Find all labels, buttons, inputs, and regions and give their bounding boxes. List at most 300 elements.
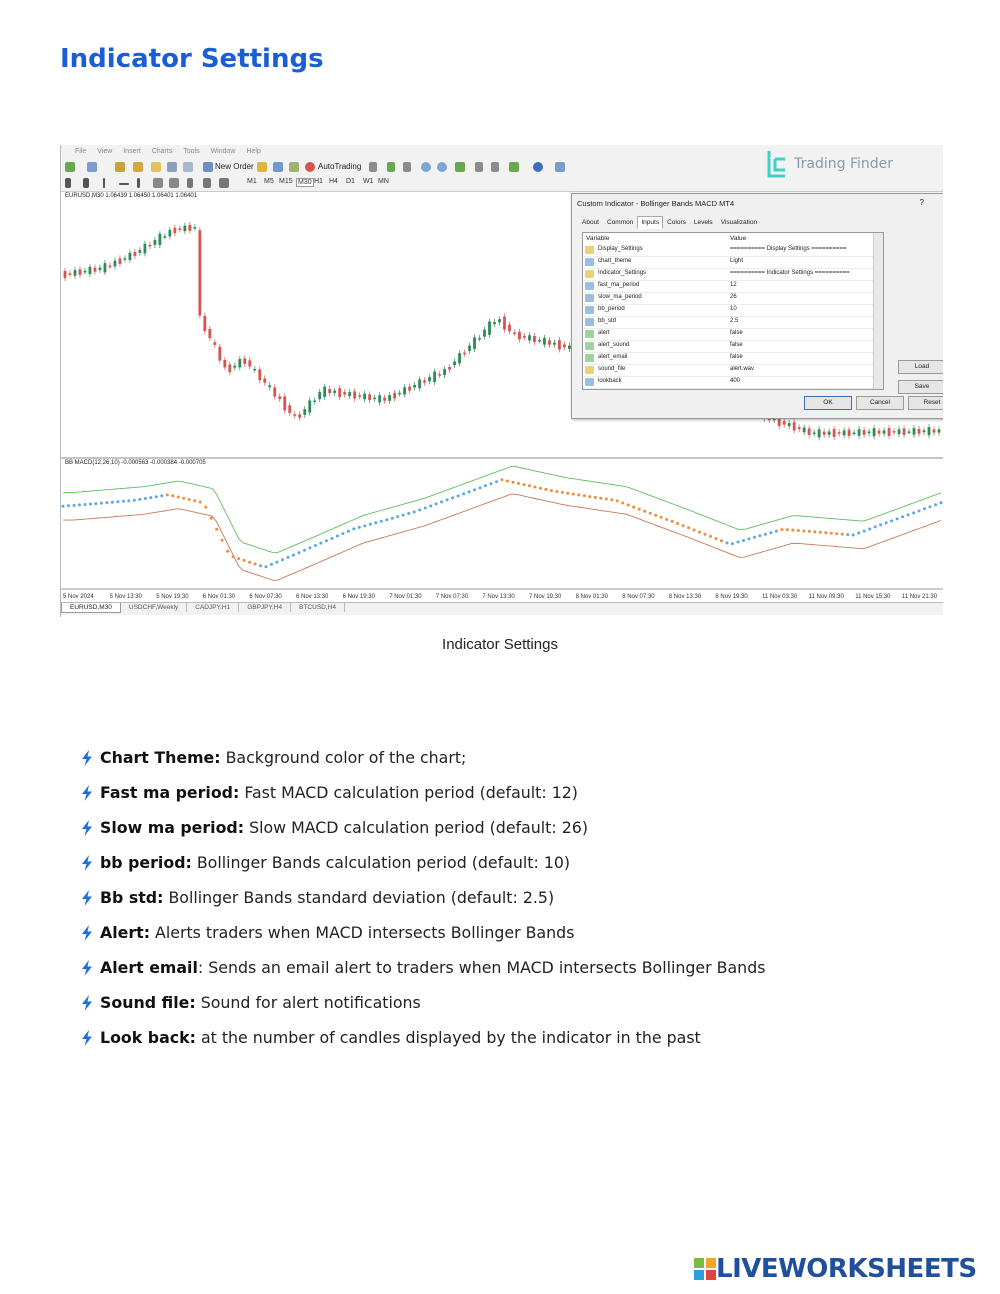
tile-windows-icon[interactable] (455, 162, 465, 172)
macd-dot (687, 526, 690, 529)
candle-body (893, 431, 896, 433)
candle-body (144, 244, 147, 254)
macd-dot (572, 493, 575, 496)
vps-icon[interactable] (289, 162, 299, 172)
candle-body (94, 268, 97, 272)
candle-body (134, 252, 137, 256)
candle-body (273, 387, 276, 396)
macd-dot (512, 481, 515, 484)
candle-body (193, 227, 196, 229)
help-button[interactable]: ? (919, 198, 924, 207)
candle-body (868, 431, 871, 433)
profiles-icon[interactable] (87, 162, 97, 172)
liveworksheets-logo (694, 1254, 977, 1284)
candle-body (813, 433, 816, 435)
input-value[interactable]: false (730, 330, 743, 336)
fibonacci-icon[interactable] (169, 178, 179, 188)
macd-dot (654, 514, 657, 517)
input-value[interactable]: 10 (730, 306, 737, 312)
macd-dot (863, 530, 866, 533)
input-variable-name: alert_sound (598, 342, 630, 348)
timeframe-h4[interactable]: H4 (329, 178, 338, 185)
candle-body (443, 369, 446, 375)
macd-dot (226, 550, 229, 553)
input-type-icon (585, 318, 594, 326)
macd-dot (907, 513, 910, 516)
input-value[interactable]: false (730, 354, 743, 360)
macd-dot (940, 501, 943, 504)
macd-dot (276, 561, 279, 564)
menu-item-charts[interactable]: Charts (151, 148, 173, 155)
macd-dot (627, 504, 630, 507)
setting-description: Bollinger Bands calculation period (default: 10) (191, 853, 571, 872)
macd-dot (199, 501, 202, 504)
macd-dot (731, 542, 734, 545)
zoom-in-icon[interactable] (421, 162, 431, 172)
timeframe-m1[interactable]: M1 (247, 178, 257, 185)
time-label: 11 Nov 03:30 (762, 594, 798, 600)
macd-dot (517, 482, 520, 485)
macd-dot (462, 492, 465, 495)
lightning-bolt-icon (80, 1030, 94, 1046)
chart-tab-eurusd[interactable]: EURUSD,M30 (61, 603, 121, 613)
candle-body (238, 359, 241, 367)
timeframe-m15[interactable]: M15 (279, 178, 293, 185)
candle-body (418, 379, 421, 388)
new-order-button[interactable]: New Order (215, 162, 254, 171)
chart-shift-icon[interactable] (475, 162, 483, 172)
tab-common[interactable]: Common (607, 219, 634, 226)
inputs-scrollbar[interactable] (873, 233, 883, 389)
input-type-icon (585, 282, 594, 290)
setting-term: Bb std: (100, 888, 164, 907)
macd-dot (577, 493, 580, 496)
candle-body (438, 374, 441, 376)
input-value[interactable]: 2.5 (730, 318, 739, 324)
candle-body (453, 361, 456, 365)
macd-dot (292, 554, 295, 557)
save-button[interactable]: Save (898, 380, 943, 394)
macd-dot (704, 533, 707, 536)
tab-levels[interactable]: Levels (693, 219, 713, 226)
macd-dot (709, 535, 712, 538)
macd-dot (747, 537, 750, 540)
candle-body (408, 387, 411, 391)
macd-dot (248, 561, 251, 564)
market-watch-icon[interactable] (115, 162, 125, 172)
candle-body (413, 385, 416, 387)
macd-dot (649, 512, 652, 515)
macd-dot (204, 506, 207, 509)
zoom-out-icon[interactable] (437, 162, 447, 172)
time-label: 7 Nov 19:30 (529, 594, 562, 600)
tab-about[interactable]: About (582, 219, 599, 226)
bar-chart-icon[interactable] (369, 162, 377, 172)
macd-dot (62, 505, 65, 508)
candle-body (318, 392, 321, 399)
input-type-icon (585, 342, 594, 350)
macd-dot (160, 494, 163, 497)
macd-dot (188, 498, 191, 501)
candle-body (203, 316, 206, 331)
candle-body (198, 230, 201, 315)
horizontal-line-icon[interactable] (119, 183, 129, 185)
macd-dot (111, 501, 114, 504)
setting-description: Fast MACD calculation period (default: 12) (239, 783, 578, 802)
candle-body (788, 423, 791, 426)
candle-body (119, 258, 122, 263)
macd-dot (720, 539, 723, 542)
input-value[interactable]: Light (730, 258, 744, 264)
candle-body (488, 321, 491, 334)
candle-body (173, 228, 176, 234)
macd-dot (737, 541, 740, 544)
macd-dot (885, 521, 888, 524)
macd-dot (665, 518, 668, 521)
tab-inputs[interactable]: Inputs (637, 216, 663, 229)
candle-body (343, 392, 346, 394)
macd-dot (330, 537, 333, 540)
macd-dot (138, 498, 141, 501)
input-type-icon (585, 366, 594, 374)
candle-body (328, 389, 331, 393)
trading-finder-logo (766, 149, 788, 179)
candle-body (268, 385, 271, 387)
reset-button[interactable]: Reset (908, 396, 943, 410)
macd-dot (533, 486, 536, 489)
candle-body (808, 428, 811, 435)
macd-dot (544, 488, 547, 491)
macd-dot (621, 502, 624, 505)
candle-body (89, 267, 92, 274)
macd-dot (171, 494, 174, 497)
setting-term: Slow ma period: (100, 818, 245, 837)
macd-dot (643, 510, 646, 513)
candle-body (218, 347, 221, 361)
input-value[interactable]: false (730, 342, 743, 348)
candle-body (258, 369, 261, 380)
candle-body (513, 333, 516, 335)
macd-dot (369, 523, 372, 526)
col-variable: Variable (586, 235, 610, 242)
candle-body (548, 340, 551, 344)
navigator-icon[interactable] (133, 162, 143, 172)
candle-body (908, 431, 911, 433)
input-variable-name: Indicator_Settings (598, 270, 647, 276)
candle-body (873, 428, 876, 436)
input-variable-name: lookback (598, 378, 622, 384)
candle-body (348, 392, 351, 396)
candle-body (428, 377, 431, 381)
time-label: 5 Nov 19:30 (156, 594, 189, 600)
setting-term: Alert: (100, 923, 151, 942)
input-variable-name: sound_file (598, 366, 626, 372)
timeframe-m5[interactable]: M5 (264, 178, 274, 185)
macd-dot (632, 506, 635, 509)
input-value[interactable]: 400 (730, 378, 741, 384)
candlestick-icon[interactable] (387, 162, 395, 172)
macd-dot (506, 480, 509, 483)
macd-dot (374, 521, 377, 524)
input-value[interactable]: ========== Indicator Settings ========== (730, 270, 850, 276)
setting-description: Background color of the chart; (220, 748, 467, 767)
macd-dot (314, 544, 317, 547)
metaeditor-icon[interactable] (257, 162, 267, 172)
macd-dot (391, 517, 394, 520)
macd-dot (479, 486, 482, 489)
macd-dot (243, 559, 246, 562)
macd-dot (116, 500, 119, 503)
macd-dot (934, 503, 937, 506)
macd-dot (308, 546, 311, 549)
candle-body (288, 405, 291, 413)
chart-tab-cadjpy[interactable]: CADJPY,H1 (187, 603, 239, 612)
macd-dot (841, 533, 844, 536)
menu-item-tools[interactable]: Tools (183, 148, 200, 155)
lightning-bolt-icon (80, 925, 94, 941)
input-value[interactable]: 12 (730, 282, 737, 288)
timeframe-w1[interactable]: W1 (363, 178, 374, 185)
time-label: 6 Nov 13:30 (296, 594, 329, 600)
setting-term: Chart Theme: (100, 748, 221, 767)
trendline-icon[interactable] (137, 178, 140, 188)
dialog-tabs (578, 216, 761, 229)
macd-dot (555, 490, 558, 493)
candle-body (358, 395, 361, 397)
input-type-icon (585, 246, 594, 254)
signals-icon[interactable] (273, 162, 283, 172)
candle-body (563, 344, 566, 347)
input-row[interactable] (583, 376, 873, 389)
macd-dot (402, 514, 405, 517)
candle-body (888, 428, 891, 436)
tab-visualization[interactable]: Visualization (720, 219, 758, 226)
candle-body (458, 353, 461, 363)
vertical-line-icon[interactable] (103, 178, 105, 188)
macd-dot (435, 502, 438, 505)
time-label: 7 Nov 13:30 (482, 594, 515, 600)
macd-dot (676, 522, 679, 525)
macd-dot (221, 539, 224, 542)
candle-body (163, 236, 166, 238)
macd-dot (819, 531, 822, 534)
time-axis-labels (63, 594, 938, 600)
candle-body (523, 336, 526, 338)
menu-item-view[interactable]: View (97, 148, 113, 155)
macd-dot (78, 503, 81, 506)
macd-dot (133, 499, 136, 502)
input-type-icon (585, 330, 594, 338)
macd-dot (638, 508, 641, 511)
macd-dot (868, 528, 871, 531)
macd-dot (396, 515, 399, 518)
candle-body (543, 338, 546, 345)
macd-dot (451, 496, 454, 499)
lightning-bolt-icon (80, 820, 94, 836)
candle-body (433, 372, 436, 382)
candle-body (99, 268, 102, 270)
macd-dot (610, 498, 613, 501)
input-variable-name: slow_ma_period (598, 294, 642, 300)
macd-dot (457, 494, 460, 497)
macd-dot (775, 530, 778, 533)
input-value[interactable]: alert.wav (730, 366, 755, 372)
candle-body (114, 261, 117, 267)
candle-body (293, 414, 296, 416)
macd-dot (105, 501, 108, 504)
candle-body (848, 430, 851, 436)
candle-body (843, 430, 846, 435)
time-label: 6 Nov 01:30 (202, 594, 236, 600)
macd-lines (62, 467, 943, 581)
macd-dot (424, 507, 427, 510)
chart-tab-gbpjpy[interactable]: GBPJPY,H4 (239, 603, 291, 612)
macd-dot (599, 497, 602, 500)
macd-dot (693, 529, 696, 532)
lightning-bolt-icon (80, 960, 94, 976)
macd-dot (594, 496, 597, 499)
time-label: 8 Nov 07:30 (622, 594, 655, 600)
candle-body (833, 429, 836, 437)
timeframe-m30[interactable]: M30 (298, 179, 312, 186)
macd-dot (385, 518, 388, 521)
timeframe-mn[interactable]: MN (378, 178, 389, 185)
chart-tab-btcusd[interactable]: BTCUSD,H4 (291, 603, 345, 612)
macd-dot (495, 480, 498, 483)
macd-dot (813, 530, 816, 533)
candle-body (538, 340, 541, 342)
macd-dot (539, 487, 542, 490)
text-icon[interactable] (187, 178, 193, 188)
candle-body (923, 430, 926, 432)
macd-dot (254, 563, 257, 566)
indicators-icon[interactable] (509, 162, 519, 172)
lightning-bolt-icon (80, 750, 94, 766)
macd-dot (182, 497, 185, 500)
macd-dot (879, 523, 882, 526)
menu-item-help[interactable]: Help (246, 148, 261, 155)
terminal-icon[interactable] (167, 162, 177, 172)
macd-dot (325, 539, 328, 542)
chart-tab-usdchf[interactable]: USDCHF,Weekly (121, 603, 187, 612)
tester-icon[interactable] (183, 162, 193, 172)
candle-body (928, 427, 931, 435)
input-variable-name: chart_theme (598, 258, 632, 264)
lightning-bolt-icon (80, 855, 94, 871)
macd-dot (791, 529, 794, 532)
macd-dot (166, 493, 169, 496)
candle-body (313, 401, 316, 403)
auto-scroll-icon[interactable] (491, 162, 499, 172)
new-order-icon[interactable] (203, 162, 213, 172)
macd-dot (846, 533, 849, 536)
macd-dot (144, 497, 147, 500)
timeframe-h1[interactable]: H1 (314, 178, 323, 185)
candle-body (168, 230, 171, 236)
macd-dot (660, 516, 663, 519)
macd-dot (523, 483, 526, 486)
time-label: 8 Nov 01:30 (575, 594, 608, 600)
templates-icon[interactable] (555, 162, 565, 172)
periods-icon[interactable] (533, 162, 543, 172)
crosshair-icon[interactable] (83, 178, 89, 188)
candle-body (858, 429, 861, 436)
candle-body (483, 330, 486, 337)
macd-dot (94, 502, 97, 505)
macd-dot (215, 528, 218, 531)
macd-dot (561, 491, 564, 494)
autotrading-icon[interactable] (305, 162, 315, 172)
new-chart-icon[interactable] (65, 162, 75, 172)
liveworksheets-emblem-icon (694, 1258, 716, 1280)
candle-body (74, 270, 77, 276)
line-chart-icon[interactable] (403, 162, 411, 172)
setting-description: Sound for alert notifications (195, 993, 421, 1012)
cancel-button[interactable]: Cancel (856, 396, 904, 410)
menu-item-window[interactable]: Window (210, 148, 236, 155)
timeframe-d1[interactable]: D1 (346, 178, 355, 185)
macd-dot (259, 564, 262, 567)
input-type-icon (585, 306, 594, 314)
macd-dot (890, 519, 893, 522)
load-button[interactable]: Load (898, 360, 943, 374)
autotrading-button[interactable]: AutoTrading (318, 162, 362, 171)
macd-dot (830, 532, 833, 535)
cursor-icon[interactable] (65, 178, 71, 188)
input-value[interactable]: ========== Display Settings ========== (730, 246, 847, 252)
arrows-icon[interactable] (219, 178, 229, 188)
candle-body (373, 398, 376, 400)
menu-item-file[interactable]: File (75, 148, 87, 155)
candle-body (803, 428, 806, 433)
candle-body (178, 228, 181, 230)
input-value[interactable]: 26 (730, 294, 737, 300)
candle-body (333, 391, 336, 393)
candle-body (553, 343, 556, 345)
macd-dot (698, 531, 701, 534)
lightning-bolt-icon (80, 890, 94, 906)
candle-body (508, 325, 511, 332)
macd-dot (347, 530, 350, 533)
data-window-icon[interactable] (151, 162, 161, 172)
macd-dot (566, 492, 569, 495)
tab-colors[interactable]: Colors (667, 219, 686, 226)
input-variable-name: bb_std (598, 318, 617, 324)
macd-dot (726, 541, 729, 544)
inputs-table (582, 232, 884, 390)
channel-icon[interactable] (153, 178, 163, 188)
candle-body (298, 414, 301, 417)
chart-tabs-bar (61, 602, 943, 615)
lightning-bolt-icon (80, 785, 94, 801)
candle-body (183, 226, 186, 231)
candle-body (233, 366, 236, 368)
candle-body (223, 360, 226, 367)
macd-dot (605, 498, 608, 501)
candle-body (398, 393, 401, 395)
macd-dot (210, 517, 213, 520)
menu-item-insert[interactable]: Insert (123, 148, 141, 155)
input-variable-name: fast_ma_period (598, 282, 640, 288)
bollinger-lower-line (63, 494, 941, 580)
macd-dot (918, 509, 921, 512)
text-label-icon[interactable] (203, 178, 211, 188)
macd-dot (588, 495, 591, 498)
candle-body (798, 427, 801, 429)
candle-body (363, 394, 366, 400)
lightning-bolt-icon (80, 995, 94, 1011)
ok-button[interactable]: OK (804, 396, 852, 410)
